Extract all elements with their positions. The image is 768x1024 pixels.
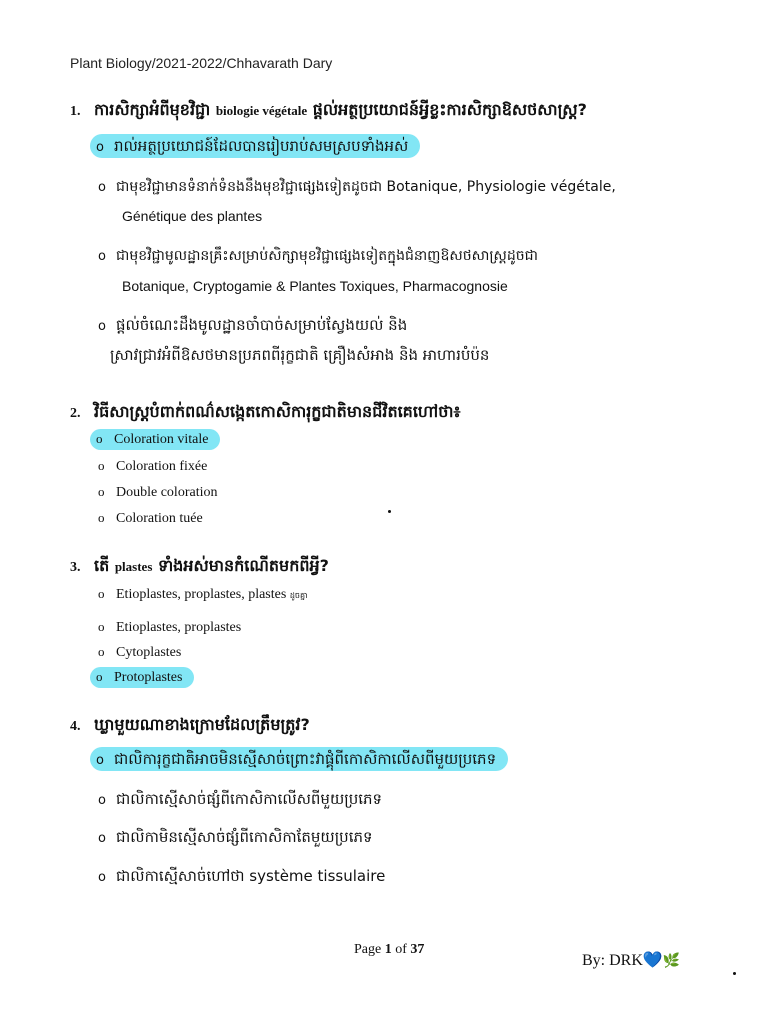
- leaf-icon: 🌿: [662, 954, 681, 969]
- question-title: 3. តើ plastes ទាំងអស់មានកំណើតមកពីអ្វី?: [70, 556, 329, 575]
- author-signature: By: DRK💙🌿: [582, 952, 681, 969]
- question-2: [70, 401, 730, 526]
- option[interactable]: o Etioplastes, proplastes, plastes ដូចគ្នា: [98, 586, 308, 602]
- option[interactable]: o Protoplastes: [98, 669, 194, 686]
- option[interactable]: o រាល់អត្ថប្រយោជន៍ដែលបានរៀបរាប់សមស្របទាំងអស់: [98, 136, 420, 159]
- option[interactable]: o ជាមុខវិជ្ជាមូលដ្ឋានគ្រឹះសម្រាប់សិក្សាមុខវិជ្ជាផ្សេងទៀតក្នុងជំនាញឱសថសាស្ត្រដូចជា: [98, 248, 538, 264]
- question-3: [70, 555, 730, 685]
- question-title: 1. ការសិក្សាអំពីមុខវិជ្ជា biologie végétale ផ្តល់អត្ថប្រយោជន៍អ្វីខ្លះការសិក្សាឱសថសាស្ត្រ?: [70, 100, 587, 119]
- option-continuation: ស្រាវជ្រាវអំពីឱសថមានប្រភពពីរុក្ខជាតិ គ្រឿងសំអាង និង អាហារបំប៉ន: [110, 346, 490, 364]
- option[interactable]: o Etioplastes, proplastes: [98, 619, 242, 635]
- option[interactable]: o ជាលិកាស្មើសាច់ផ្សំពីកោសិកាលើសពីមួយប្រភេទ: [98, 790, 383, 808]
- question-4: [70, 714, 730, 885]
- option-continuation: Botanique, Cryptogamie & Plantes Toxiques, Pharmacognosie: [122, 278, 508, 294]
- option[interactable]: o ជាមុខវិជ្ជាមានទំនាក់ទំនងនឹងមុខវិជ្ជាផ្សេងទៀតដូចជា Botanique, Physiologie végétale,: [98, 179, 616, 195]
- question-title: 4. ឃ្លាមួយណាខាងក្រោមដែលត្រឹមត្រូវ?: [70, 715, 310, 734]
- option[interactable]: o ជាលិកាស្មើសាច់ហៅថា système tissulaire: [98, 867, 386, 885]
- option[interactable]: o Coloration vitale: [98, 431, 220, 448]
- option[interactable]: o Cytoplastes: [98, 644, 182, 660]
- document-header: Plant Biology/2021-2022/Chhavarath Dary: [70, 55, 333, 71]
- question-title: 2. វិធីសាស្ត្របំពាក់ពណ៌សង្កេតកោសិការុក្ខជាតិមានជីវិតគេហៅថា៖: [70, 402, 461, 421]
- option[interactable]: o ផ្តល់ចំណេះដឹងមូលដ្ឋានចាំបាច់សម្រាប់ស្វែងយល់ និង: [98, 316, 408, 334]
- blue-heart-icon: 💙: [642, 952, 663, 969]
- option-continuation: Génétique des plantes: [122, 208, 263, 224]
- option[interactable]: o ជាលិការុក្ខជាតិអាចមិនស្មើសាច់ព្រោះវាផ្គុំពីកោសិកាលើសពីមួយប្រភេទ: [98, 750, 508, 772]
- option[interactable]: o Double coloration: [98, 484, 218, 500]
- stray-dot: [733, 972, 736, 975]
- question-1: [70, 99, 730, 364]
- page-number: Page 1 of 37: [354, 942, 425, 957]
- option[interactable]: o Coloration fixée: [98, 458, 208, 474]
- option[interactable]: o Coloration tuée: [98, 510, 203, 526]
- stray-dot: [388, 510, 391, 513]
- option[interactable]: o ជាលិកាមិនស្មើសាច់ផ្សំពីកោសិកាតែមួយប្រភេទ: [98, 828, 373, 846]
